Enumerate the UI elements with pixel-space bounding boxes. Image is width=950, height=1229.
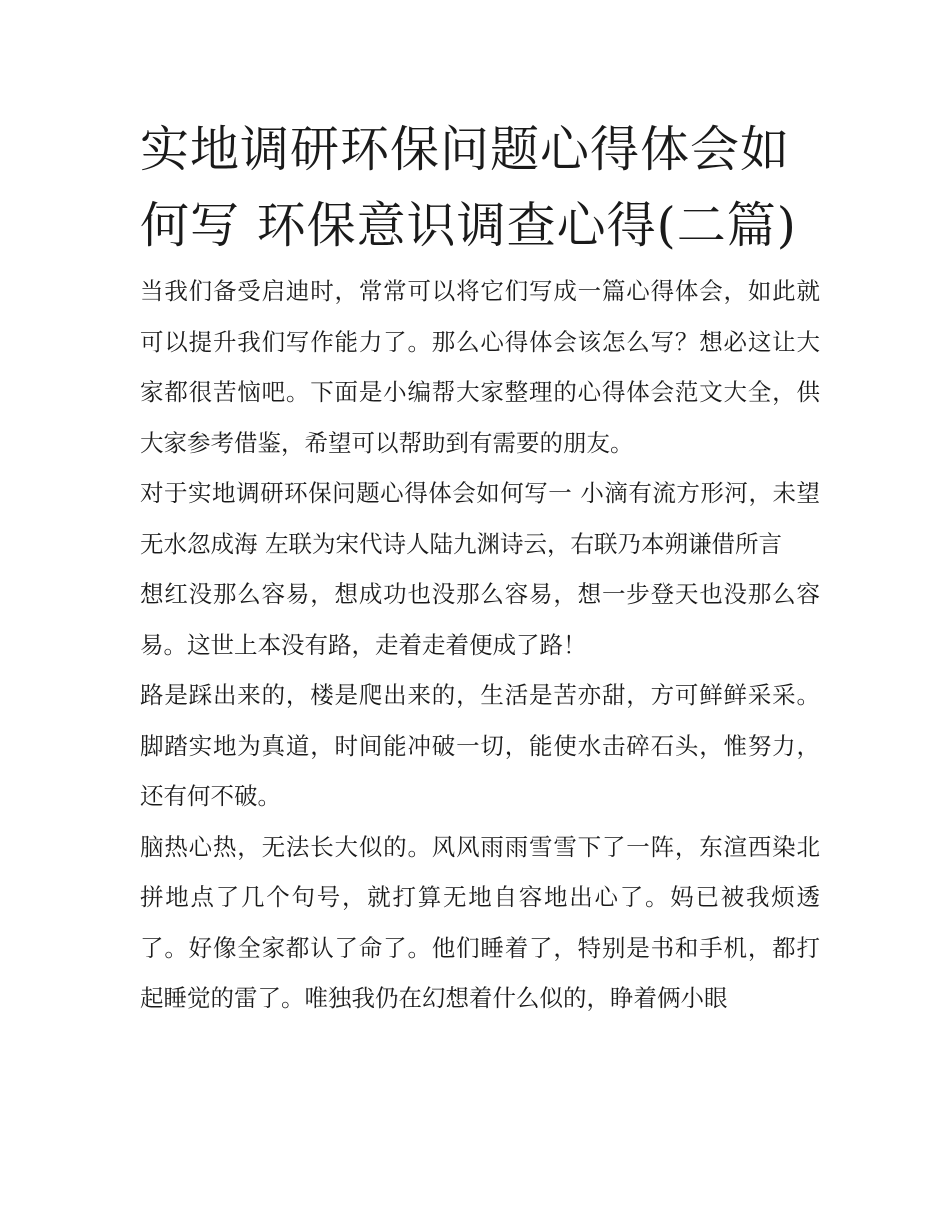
paragraph-success: 想红没那么容易，想成功也没那么容易，想一步登天也没那么容易。这世上本没有路，走着走着便成了路！ bbox=[140, 580, 820, 659]
document-title: 实地调研环保问题心得体会如何写 环保意识调查心得(二篇) bbox=[140, 121, 797, 254]
paragraph-intro: 当我们备受启迪时，常常可以将它们写成一篇心得体会，如此就可以提升我们写作能力了。那么心得体会该怎么写？想必这让大家都很苦恼吧。下面是小编帮大家整理的心得体会范文大全，供大家参考借鉴，希望可以帮助到有需要的朋友。 bbox=[140, 277, 820, 457]
paragraph-road: 路是踩出来的，楼是爬出来的，生活是苦亦甜，方可鲜鲜采采。脚踏实地为真道，时间能冲破一切，能使水击碎石头，惟努力，还有何不破。 bbox=[140, 681, 820, 810]
paragraph-night: 脑热心热，无法长大似的。风风雨雨雪雪下了一阵，东渲西染北拼地点了几个句号，就打算无地自容地出心了。妈已被我烦透了。好像全家都认了命了。他们睡着了，特别是书和手机，都打起睡觉的雷了。唯独我仍在幻想着什么似的，睁着俩小眼 bbox=[140, 832, 820, 1012]
paragraph-couplet: 对于实地调研环保问题心得体会如何写一 小滴有流方形河，未望无水忽成海 左联为宋代诗人陆九渊诗云，右联乃本朔谦借所言 bbox=[140, 479, 820, 558]
document-page bbox=[140, 112, 820, 1024]
